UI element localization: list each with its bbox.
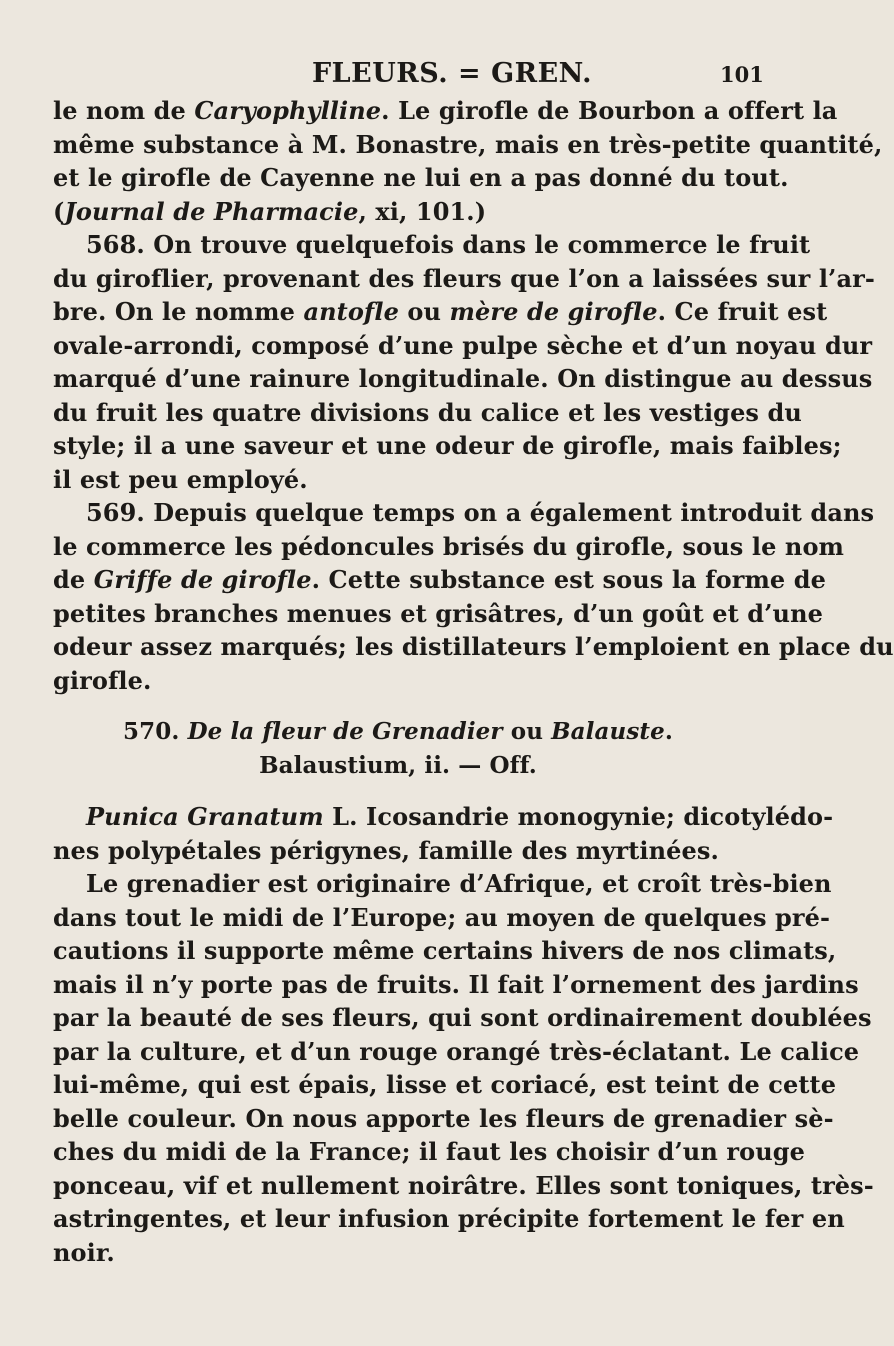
text-line: lui-même, qui est épais, lisse et coriacé, est teint de cette [53, 1070, 837, 1099]
text-line: nes polypétales périgynes, famille des myrtinées. [53, 835, 719, 865]
text-line: style; il a une saveur et une odeur de girofle, mais faibles; [53, 431, 842, 460]
text-line: et le girofle de Cayenne ne lui en a pas donné du tout. [53, 163, 789, 192]
section-gap [53, 782, 743, 800]
text-line: belle couleur. On nous apporte les fleurs de grenadier sè- [53, 1103, 834, 1133]
text-line: il est peu employé. [53, 464, 308, 494]
text-line: petites branches menues et grisâtres, d’un goût et d’une [53, 598, 824, 628]
text-line: odeur assez marqués; les distillateurs l’emploient en place du [53, 632, 894, 661]
running-title: FLEURS. = GREN. [312, 58, 593, 89]
text-line: ovale-arrondi, composé d’une pulpe sèche et d’un noyau dur [53, 330, 873, 360]
text-line: noir. [53, 1237, 115, 1267]
text-line: mais il n’y porte pas de fruits. Il fait l’ornement des jardins [53, 969, 859, 999]
body-text [53, 94, 894, 1269]
section-subheading: Balaustium, ii. — Off. [259, 751, 537, 779]
text-line: même substance à M. Bonastre, mais en très-petite quantité, [53, 129, 883, 159]
section-heading: 570. De la fleur de Grenadier ou Balauste. [123, 718, 673, 745]
text-line: du giroflier, provenant des fleurs que l’on a laissées sur l’ar- [53, 263, 875, 293]
text-line: par la culture, et d’un rouge orangé très-éclatant. Le calice [53, 1036, 860, 1066]
text-line: girofle. [53, 665, 152, 695]
text-line: ponceau, vif et nullement noirâtre. Elles sont toniques, très- [53, 1170, 874, 1200]
page-header [0, 52, 800, 92]
paragraph-start: Le grenadier est originaire d’Afrique, et croît très-bien [86, 869, 832, 898]
paragraph-568-start: 568. On trouve quelquefois dans le commerce le fruit [86, 230, 811, 259]
text-line: ches du midi de la France; il faut les choisir d’un rouge [53, 1137, 806, 1166]
text-line: (Journal de Pharmacie, xi, 101.) [53, 196, 487, 226]
text-line: du fruit les quatre divisions du calice et les vestiges du [53, 397, 802, 427]
text-line: astringentes, et leur infusion précipite fortement le fer en [53, 1204, 845, 1233]
text-line: dans tout le midi de l’Europe; au moyen de quelques pré- [53, 902, 831, 932]
section-gap [53, 697, 743, 715]
text-line: cautions il supporte même certains hivers de nos climats, [53, 936, 837, 965]
text-line: bre. On le nomme antofle ou mère de girofle. Ce fruit est [53, 297, 828, 326]
text-line: le commerce les pédoncules brisés du girofle, sous le nom [53, 531, 845, 561]
paragraph-569-start: 569. Depuis quelque temps on a également introduit dans [86, 498, 875, 527]
page-number: 101 [720, 62, 764, 87]
text-line: de Griffe de girofle. Cette substance est sous la forme de [53, 565, 827, 594]
text-line: le nom de Caryophylline. Le girofle de Bourbon a offert la [53, 96, 838, 125]
botanical-name-line: Punica Granatum L. Icosandrie monogynie; dicotylédo- [86, 802, 834, 831]
text-line: marqué d’une rainure longitudinale. On distingue au dessus [53, 364, 873, 393]
text-line: par la beauté de ses fleurs, qui sont ordinairement doublées [53, 1003, 872, 1032]
